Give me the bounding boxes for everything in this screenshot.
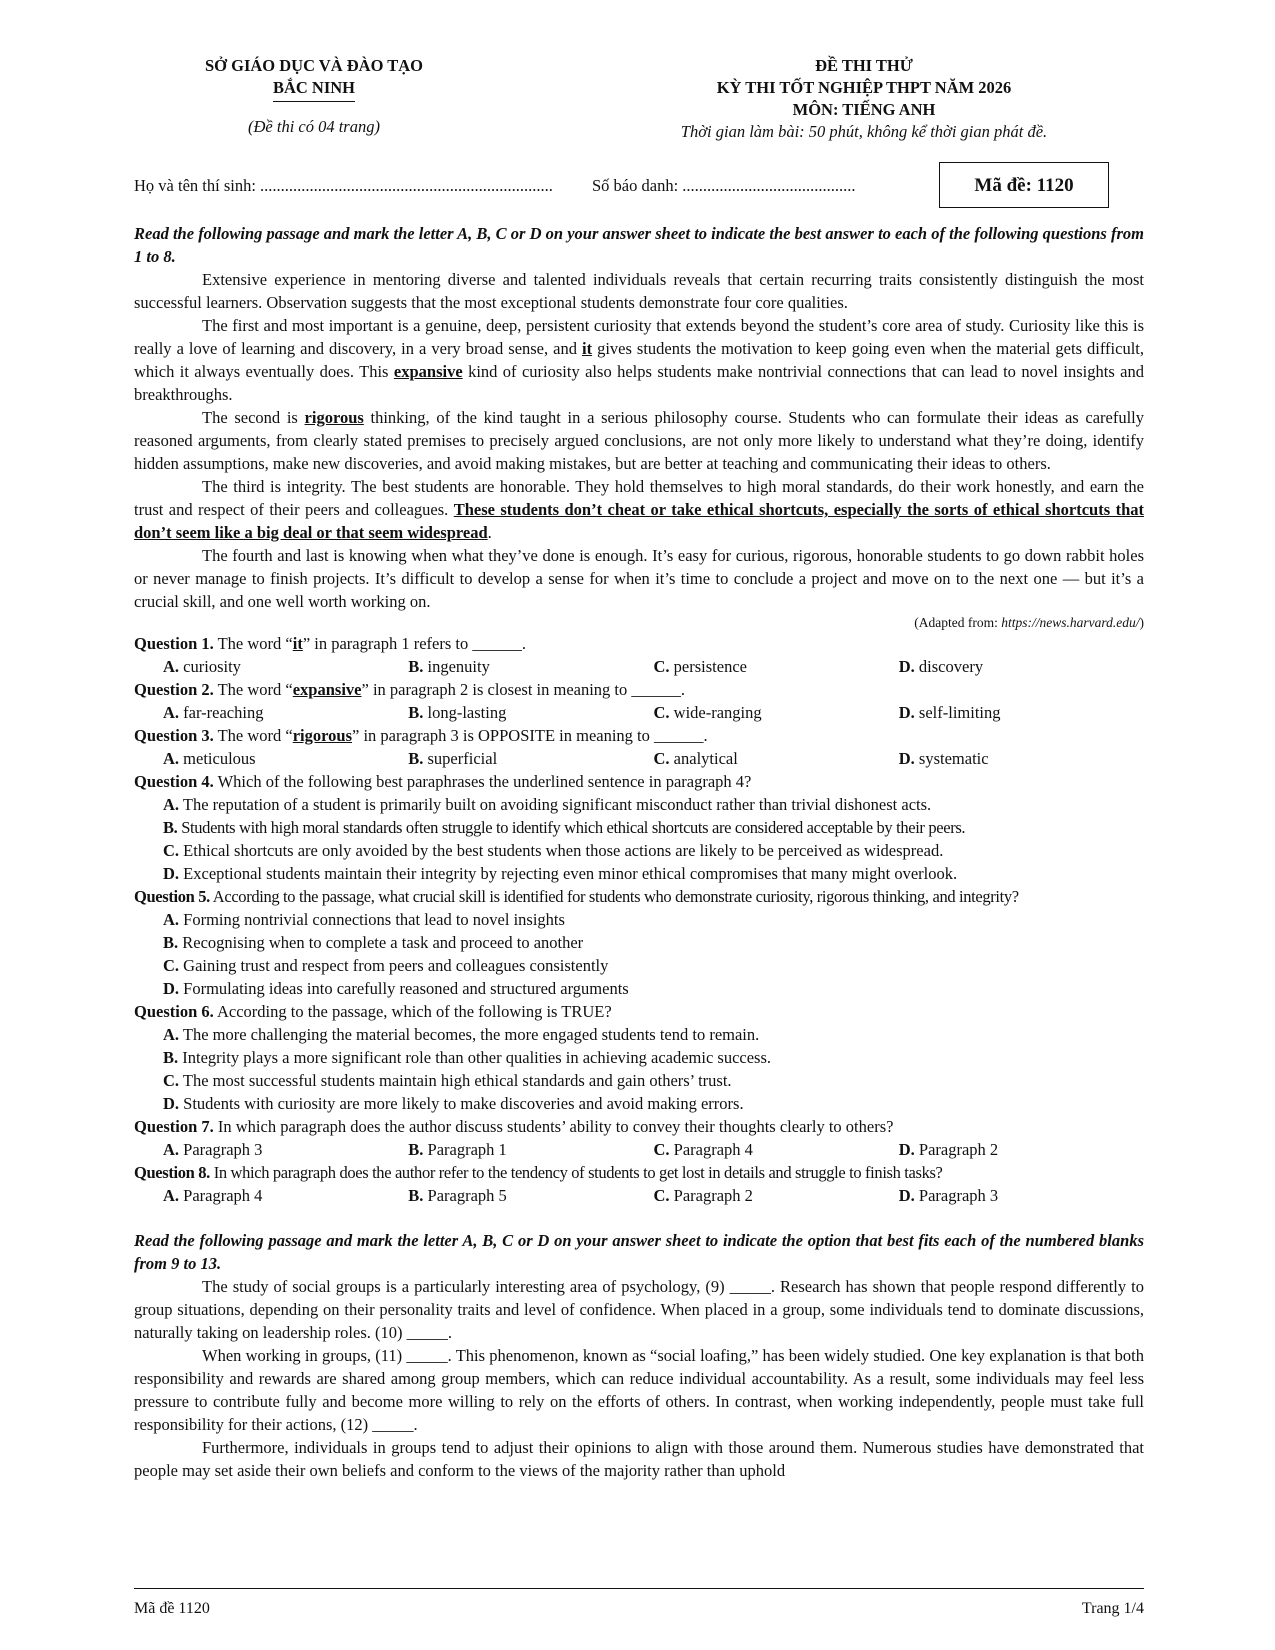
option-a[interactable]: A. Forming nontrivial connections that lead to novel insights xyxy=(163,910,565,929)
footer-exam-code: Mã đề 1120 xyxy=(134,1600,210,1617)
option-b[interactable]: B. ingenuity xyxy=(408,657,490,676)
section2-instruction: Read the following passage and mark the letter A, B, C or D on your answer sheet to indicate the option that best fits each of the numbered blanks from 9 to 13. xyxy=(134,1231,1144,1273)
exam-title-block xyxy=(604,55,1124,143)
candidate-info xyxy=(134,162,1144,208)
option-a[interactable]: A. meticulous xyxy=(163,749,256,768)
question-7: Question 7. In which paragraph does the author discuss students’ ability to convey their thoughts clearly to others? xyxy=(134,1117,894,1136)
option-d[interactable]: D. self-limiting xyxy=(898,703,1001,722)
passage1-paragraph-1: Extensive experience in mentoring diverse and talented individuals reveals that certain recurring traits consistently distinguish the most successful learners. Observation suggests that the most exceptional students demonstrate four core qualities. xyxy=(134,270,1144,312)
option-a[interactable]: A. The more challenging the material becomes, the more engaged students tend to remain. xyxy=(163,1025,760,1044)
province-name: BẮC NINH xyxy=(273,77,355,102)
question-7-options xyxy=(134,1138,1144,1161)
exam-time-note: Thời gian làm bài: 50 phút, không kể thời gian phát đề. xyxy=(680,122,1048,141)
option-b[interactable]: B. Paragraph 1 xyxy=(408,1140,507,1159)
underlined-word-it: it xyxy=(581,339,593,358)
option-a[interactable]: A. Paragraph 4 xyxy=(163,1186,263,1205)
option-c[interactable]: C. The most successful students maintain high ethical standards and gain others’ trust. xyxy=(163,1071,732,1090)
page-footer xyxy=(134,1588,1144,1620)
option-c[interactable]: C. analytical xyxy=(653,749,738,768)
option-c[interactable]: C. wide-ranging xyxy=(653,703,762,722)
candidate-id-field: Số báo danh: .......................................... xyxy=(592,176,856,195)
exam-subject: MÔN: TIẾNG ANH xyxy=(792,100,936,119)
underlined-sentence: These students don’t cheat or take ethical shortcuts, especially the sorts of ethical shortcuts that don’t seem like a big deal or that seem widespread xyxy=(134,500,1144,542)
passage-source: (Adapted from: https://news.harvard.edu/) xyxy=(914,615,1144,630)
exam-header xyxy=(134,55,1144,155)
option-b[interactable]: B. Integrity plays a more significant role than other qualities in achieving academic success. xyxy=(163,1048,772,1067)
question-8-options xyxy=(134,1184,1144,1207)
section1-instruction: Read the following passage and mark the letter A, B, C or D on your answer sheet to indicate the best answer to each of the following questions from 1 to 8. xyxy=(134,224,1144,266)
passage1-paragraph-5: The fourth and last is knowing when what they’ve done is enough. It’s easy for curious, rigorous, honorable students to go down rabbit holes or never manage to finish projects. It’s difficult to develop a sense for when it’s time to conclude a project and move on to the next one — but it’s a crucial skill, and one well worth working on. xyxy=(134,546,1144,611)
question-6: Question 6. According to the passage, which of the following is TRUE? xyxy=(134,1002,612,1021)
department-block xyxy=(134,55,494,138)
exam-name: KỲ THI TỐT NGHIỆP THPT NĂM 2026 xyxy=(716,78,1012,97)
option-a[interactable]: A. far-reaching xyxy=(163,703,264,722)
option-c[interactable]: C. Paragraph 4 xyxy=(653,1140,753,1159)
question-5: Question 5. According to the passage, what crucial skill is identified for students who demonstrate curiosity, rigorous thinking, and integrity? xyxy=(134,887,1019,906)
passage1-paragraph-2: The first and most important is a genuine, deep, persistent curiosity that extends beyond the student’s core area of study. Curiosity like this is really a love of learning and discovery, in a very broad sense, and it gives students the motivation to keep going even when the material gets difficult, which it always eventually does. This expansive kind of curiosity also helps students make nontrivial connections that can lead to novel insights and breakthroughs. xyxy=(134,316,1144,404)
passage2-paragraph-3: Furthermore, individuals in groups tend to adjust their opinions to align with those around them. Numerous studies have demonstrated that people may set aside their own beliefs and conform to the views of the majority rather than uphold xyxy=(134,1438,1144,1480)
question-1-options xyxy=(134,655,1144,678)
passage1-paragraph-4: The third is integrity. The best students are honorable. They hold themselves to high moral standards, do their work honestly, and earn the trust and respect of their peers and colleagues. These students don’t cheat or take ethical shortcuts, especially the sorts of ethical shortcuts that don’t seem like a big deal or that seem widespread. xyxy=(134,477,1144,542)
option-b[interactable]: B. superficial xyxy=(408,749,498,768)
option-b[interactable]: B. Paragraph 5 xyxy=(408,1186,507,1205)
option-d[interactable]: D. discovery xyxy=(898,657,984,676)
exam-type: ĐỀ THI THỬ xyxy=(815,56,913,75)
option-a[interactable]: A. The reputation of a student is primarily built on avoiding significant misconduct rather than trivial dishonest acts. xyxy=(163,795,932,814)
option-a[interactable]: A. curiosity xyxy=(163,657,241,676)
passage1-paragraph-3: The second is rigorous thinking, of the kind taught in a serious philosophy course. Students who can formulate their ideas as carefully reasoned arguments, from clearly stated premises to precisely argued conclusions, are not only more likely to understand what they’re doing, identify hidden assumptions, make new discoveries, and avoid making mistakes, but are better at teaching and communicating their ideas to others. xyxy=(134,408,1145,473)
option-c[interactable]: C. persistence xyxy=(653,657,747,676)
option-d[interactable]: D. Students with curiosity are more likely to make discoveries and avoid making errors. xyxy=(163,1094,744,1113)
question-3-options xyxy=(134,747,1144,770)
option-d[interactable]: D. Paragraph 2 xyxy=(898,1140,999,1159)
candidate-name-field: Họ và tên thí sinh: ....................................................................... xyxy=(134,176,553,195)
option-d[interactable]: D. systematic xyxy=(898,749,989,768)
page-count-note: (Đề thi có 04 trang) xyxy=(248,117,380,136)
option-c[interactable]: C. Ethical shortcuts are only avoided by the best students when those actions are likely to be perceived as widespread. xyxy=(163,841,944,860)
option-b[interactable]: B. long-lasting xyxy=(408,703,507,722)
option-d[interactable]: D. Exceptional students maintain their integrity by rejecting even minor ethical compromises that many might overlook. xyxy=(163,864,958,883)
question-4: Question 4. Which of the following best paraphrases the underlined sentence in paragraph 4? xyxy=(134,772,752,791)
option-d[interactable]: D. Formulating ideas into carefully reasoned and structured arguments xyxy=(163,979,629,998)
footer-page-number: Trang 1/4 xyxy=(1081,1600,1144,1617)
option-b[interactable]: B. Students with high moral standards often struggle to identify which ethical shortcuts are considered acceptable by their peers. xyxy=(163,818,966,837)
option-b[interactable]: B. Recognising when to complete a task and proceed to another xyxy=(163,933,584,952)
underlined-word-rigorous: rigorous xyxy=(304,408,364,427)
passage2-paragraph-2: When working in groups, (11) _____. This phenomenon, known as “social loafing,” has been widely studied. One key explanation is that both responsibility and rewards are shared among group members, which can reduce individual accountability. As a result, some individuals may feel less pressure to contribute fully and become more willing to rely on the efforts of others. In contrast, when working independently, people must take full responsibility for their actions, (12) _____. xyxy=(134,1346,1144,1434)
question-3: Question 3. The word “rigorous” in paragraph 3 is OPPOSITE in meaning to ______. xyxy=(134,726,708,745)
option-c[interactable]: C. Paragraph 2 xyxy=(653,1186,753,1205)
option-c[interactable]: C. Gaining trust and respect from peers and colleagues consistently xyxy=(163,956,609,975)
exam-content xyxy=(134,222,1144,1482)
department-name: SỞ GIÁO DỤC VÀ ĐÀO TẠO xyxy=(204,56,424,75)
question-2-options xyxy=(134,701,1144,724)
exam-code-box: Mã đề: 1120 xyxy=(939,162,1109,208)
question-2: Question 2. The word “expansive” in paragraph 2 is closest in meaning to ______. xyxy=(134,680,686,699)
underlined-word-expansive: expansive xyxy=(393,362,463,381)
passage2-paragraph-1: The study of social groups is a particularly interesting area of psychology, (9) _____. Research has shown that people respond differently to group situations, depending on their personality traits and level of confidence. When placed in a group, some individuals tend to dominate discussions, naturally taking on leadership roles. (10) _____. xyxy=(134,1277,1144,1342)
option-d[interactable]: D. Paragraph 3 xyxy=(898,1186,999,1205)
option-a[interactable]: A. Paragraph 3 xyxy=(163,1140,263,1159)
question-8: Question 8. In which paragraph does the author refer to the tendency of students to get lost in details and struggle to finish tasks? xyxy=(134,1163,943,1182)
question-1: Question 1. The word “it” in paragraph 1 refers to ______. xyxy=(134,634,526,653)
